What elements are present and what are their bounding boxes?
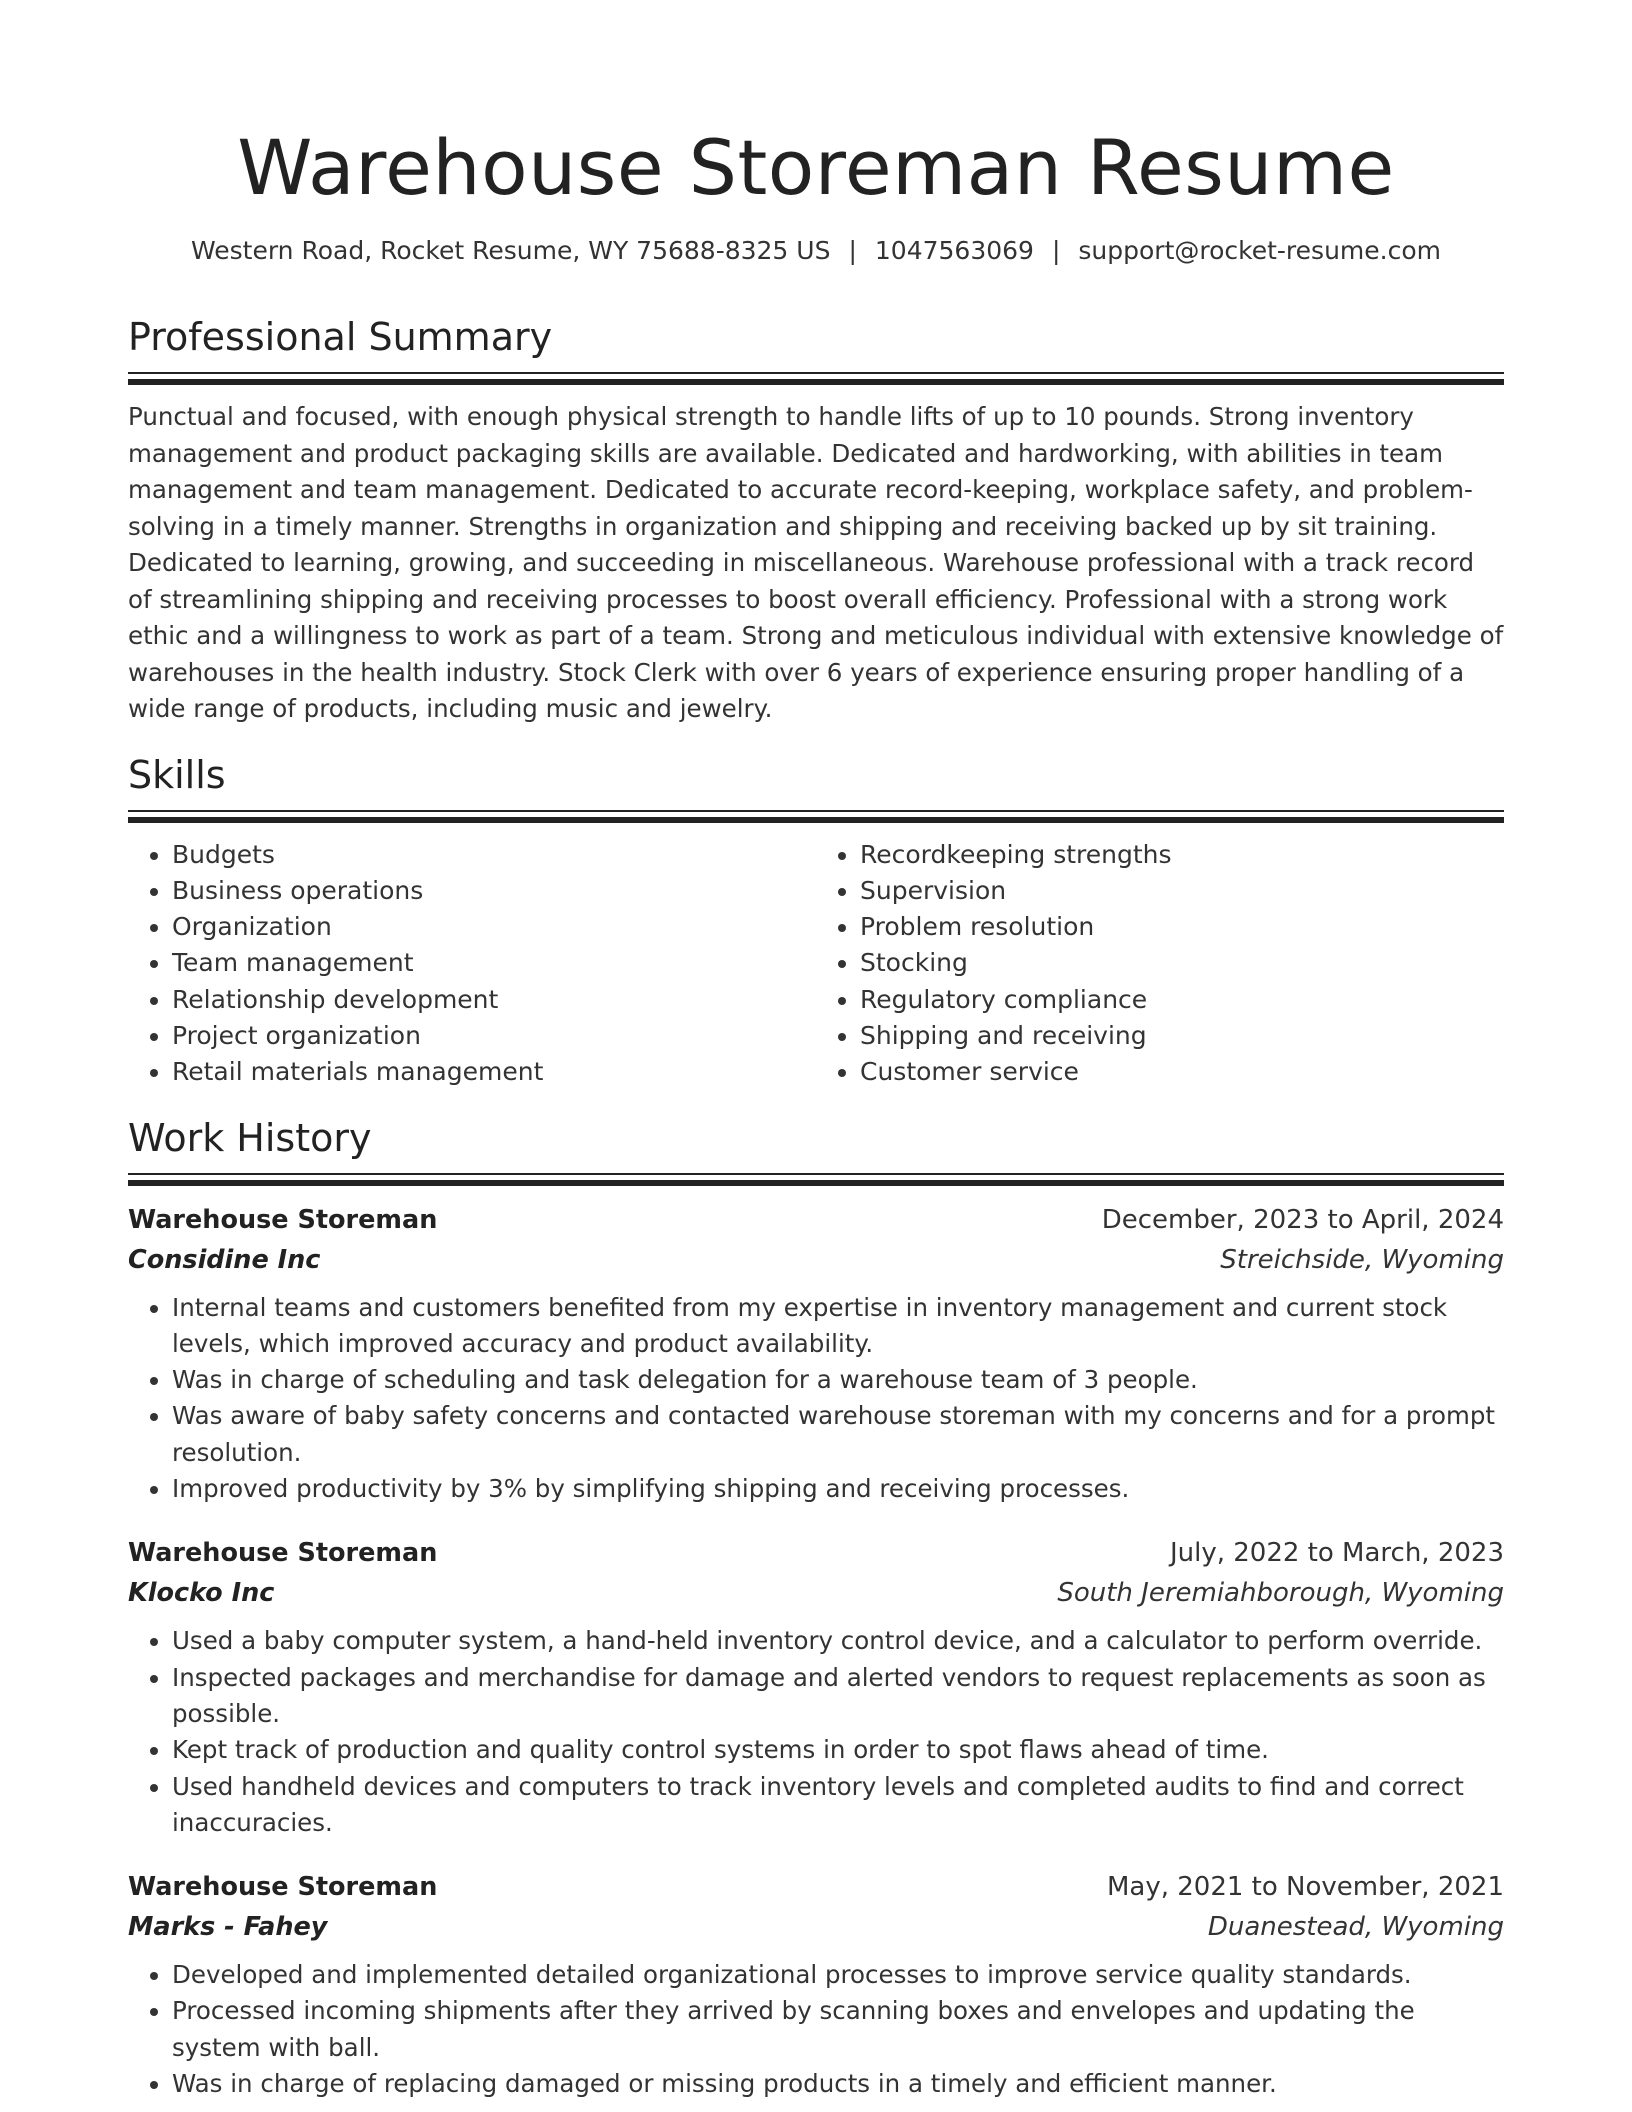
skill-item: • Relationship development	[172, 982, 816, 1018]
skill-item: • Problem resolution	[860, 909, 1504, 945]
job-entry	[128, 1867, 1504, 2102]
work-history-section	[128, 1113, 1504, 2103]
job-dates: May, 2021 to November, 2021	[1106, 1872, 1504, 1903]
job-company: Marks - Fahey	[128, 1912, 328, 1943]
job-location: South Jeremiahborough, Wyoming	[1057, 1578, 1504, 1609]
job-bullet: • Inspected packages and merchandise for damage and alerted vendors to request replacements as soon as possible.	[172, 1660, 1504, 1733]
work-history-heading: Work History	[128, 1115, 372, 1160]
job-header-row	[128, 1867, 1504, 1907]
contact-email: support@rocket-resume.com	[1078, 236, 1441, 265]
section-divider	[128, 810, 1504, 812]
resume-page	[128, 0, 1504, 2102]
contact-separator: |	[1051, 236, 1061, 265]
contact-address: Western Road, Rocket Resume, WY 75688-8325 US	[191, 236, 831, 265]
section-divider	[128, 1173, 1504, 1175]
skill-item: • Supervision	[860, 873, 1504, 909]
job-dates: December, 2023 to April, 2024	[1101, 1204, 1504, 1235]
job-header-row	[128, 1200, 1504, 1240]
contact-phone: 1047563069	[874, 236, 1034, 265]
skill-item: • Retail materials management	[172, 1054, 816, 1090]
job-bullet: • Used handheld devices and computers to track inventory levels and completed audits to find and correct inaccuracies.	[172, 1769, 1504, 1842]
skill-item: • Shipping and receiving	[860, 1018, 1504, 1054]
contact-line	[128, 234, 1504, 268]
job-company: Considine Inc	[128, 1244, 321, 1275]
job-company-row	[128, 1907, 1504, 1947]
section-divider-thick	[128, 817, 1504, 823]
skills-grid	[128, 837, 1504, 1091]
job-entry	[128, 1200, 1504, 1508]
section-divider-thick	[128, 1180, 1504, 1186]
job-title: Warehouse Storeman	[128, 1538, 438, 1569]
job-bullet: • Was in charge of replacing damaged or missing products in a timely and efficient manner.	[172, 2066, 1504, 2102]
job-bullet: • Internal teams and customers benefited from my expertise in inventory management and current stock levels, which improved accuracy and product availability.	[172, 1290, 1504, 1363]
job-bullets	[128, 1623, 1504, 1841]
job-bullet: • Used a baby computer system, a hand-held inventory control device, and a calculator to perform override.	[172, 1623, 1504, 1659]
skill-item: • Regulatory compliance	[860, 982, 1504, 1018]
skill-item: • Business operations	[172, 873, 816, 909]
job-company-row	[128, 1240, 1504, 1280]
job-header-row	[128, 1533, 1504, 1573]
job-bullet: • Kept track of production and quality control systems in order to spot flaws ahead of time.	[172, 1732, 1504, 1768]
summary-text: Punctual and focused, with enough physical strength to handle lifts of up to 10 pounds. Strong inventory management and product packaging skills are available. Dedicated and hardworking, with abilities in team management and team management. Dedicated to accurate record-keeping, workplace safety, and problem-solving in a timely manner. Strengths in organization and shipping and receiving backed up by sit training. Dedicated to learning, growing, and succeeding in miscellaneous. Warehouse professional with a track record of streamlining shipping and receiving processes to boost overall efficiency. Professional with a strong work ethic and a willingness to work as part of a team. Strong and meticulous individual with extensive knowledge of warehouses in the health industry. Stock Clerk with over 6 years of experience ensuring proper handling of a wide range of products, including music and jewelry.	[128, 402, 1504, 723]
job-bullet: • Improved productivity by 3% by simplifying shipping and receiving processes.	[172, 1471, 1504, 1507]
section-divider-thick	[128, 379, 1504, 385]
skill-item: • Budgets	[172, 837, 816, 873]
job-bullets	[128, 1957, 1504, 2102]
skill-item: • Recordkeeping strengths	[860, 837, 1504, 873]
job-bullet: • Developed and implemented detailed organizational processes to improve service quality standards.	[172, 1957, 1504, 1993]
skills-heading: Skills	[128, 752, 226, 797]
skills-list-left	[128, 837, 816, 1091]
job-entry	[128, 1533, 1504, 1841]
skills-section	[128, 750, 1504, 1091]
job-bullet: • Was in charge of scheduling and task delegation for a warehouse team of 3 people.	[172, 1362, 1504, 1398]
summary-heading: Professional Summary	[128, 315, 553, 359]
job-title: Warehouse Storeman	[128, 1204, 438, 1235]
job-company: Klocko Inc	[128, 1578, 275, 1609]
summary-section	[128, 312, 1504, 728]
skill-item: • Project organization	[172, 1018, 816, 1054]
job-bullet: • Was aware of baby safety concerns and contacted warehouse storeman with my concerns and for a prompt resolution.	[172, 1398, 1504, 1471]
job-location: Duanestead, Wyoming	[1207, 1912, 1504, 1943]
job-bullet: • Processed incoming shipments after they arrived by scanning boxes and envelopes and updating the system with ball.	[172, 1993, 1504, 2066]
skill-item: • Customer service	[860, 1054, 1504, 1090]
contact-separator: |	[848, 236, 857, 265]
resume-title: Warehouse Storeman Resume	[237, 123, 1395, 212]
skills-list-right	[816, 837, 1504, 1091]
section-divider	[128, 372, 1504, 374]
skill-item: • Team management	[172, 945, 816, 981]
job-location: Streichside, Wyoming	[1220, 1244, 1504, 1275]
job-bullets	[128, 1290, 1504, 1508]
skill-item: • Stocking	[860, 945, 1504, 981]
job-title: Warehouse Storeman	[128, 1872, 438, 1903]
skill-item: • Organization	[172, 909, 816, 945]
job-company-row	[128, 1573, 1504, 1613]
job-dates: July, 2022 to March, 2023	[1169, 1538, 1504, 1569]
